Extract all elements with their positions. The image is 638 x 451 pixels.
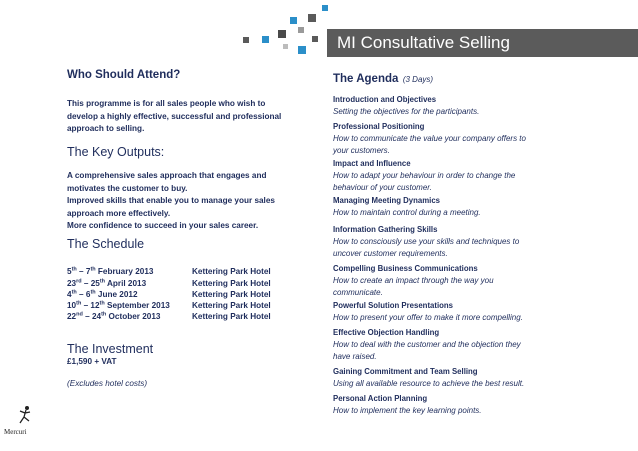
- outputs-line: approach more effectively.: [67, 208, 171, 218]
- who-heading: Who Should Attend?: [67, 69, 181, 81]
- square: [312, 36, 318, 42]
- outputs-line: Improved skills that enable you to manage your sales: [67, 196, 275, 205]
- agenda-item: [333, 393, 633, 417]
- agenda-item-desc: your customers.: [333, 146, 390, 155]
- agenda-item-desc: How to create an impact through the way you: [333, 276, 494, 285]
- agenda-item: [333, 366, 633, 390]
- agenda-item-desc: have raised.: [333, 352, 377, 361]
- investment-price: £1,590 + VAT: [67, 357, 117, 366]
- schedule-date: 10th – 12th September 2013: [67, 300, 170, 310]
- agenda-item-title: Gaining Commitment and Team Selling: [333, 367, 478, 376]
- agenda-item-title: Managing Meeting Dynamics: [333, 196, 441, 205]
- schedule-venue: Kettering Park Hotel: [192, 290, 271, 299]
- outputs-heading: The Key Outputs:: [67, 145, 165, 159]
- square: [308, 14, 316, 22]
- agenda-item-desc: communicate.: [333, 288, 383, 297]
- square: [298, 27, 304, 33]
- agenda-item-title: Compelling Business Communications: [333, 264, 478, 273]
- schedule-date: 5th – 7th February 2013: [67, 266, 154, 276]
- agenda-item-desc: How to present your offer to make it more compelling.: [333, 313, 523, 322]
- agenda-item: [333, 195, 633, 219]
- agenda-item: [333, 158, 633, 194]
- agenda-item-desc: How to implement the key learning points.: [333, 406, 482, 415]
- agenda-item: [333, 121, 633, 157]
- square: [243, 37, 249, 43]
- agenda-item-desc: Using all available resource to achieve the best result.: [333, 379, 525, 388]
- schedule-date: 4th – 6th June 2012: [67, 289, 138, 299]
- agenda-item-title: Effective Objection Handling: [333, 328, 440, 337]
- square: [322, 5, 328, 11]
- square: [298, 46, 306, 54]
- agenda-item-title: Personal Action Planning: [333, 394, 428, 403]
- schedule-venue: Kettering Park Hotel: [192, 267, 271, 276]
- agenda-item-desc: behaviour of your customer.: [333, 183, 432, 192]
- who-line: This programme is for all sales people who wish to: [67, 99, 266, 108]
- agenda-item-desc: Setting the objectives for the participants.: [333, 107, 480, 116]
- agenda-item-title: Impact and Influence: [333, 159, 411, 168]
- agenda-item: [333, 94, 633, 118]
- course-title: MI Consultative Selling: [337, 33, 510, 52]
- outputs-line: motivates the customer to buy.: [67, 183, 188, 193]
- agenda-item-desc: uncover customer requirements.: [333, 249, 448, 258]
- title-bar: [327, 29, 638, 57]
- outputs-line: A comprehensive sales approach that engages and: [67, 171, 267, 180]
- schedule-venue: Kettering Park Hotel: [192, 279, 271, 288]
- agenda-item-desc: How to consciously use your skills and techniques to: [333, 237, 520, 246]
- outputs-text: [67, 170, 275, 233]
- outputs-line: More confidence to succeed in your sales career.: [67, 221, 259, 230]
- agenda-item-title: Powerful Solution Presentations: [333, 301, 453, 310]
- agenda-duration: (3 Days): [402, 75, 434, 84]
- agenda-item: [333, 263, 633, 299]
- agenda-item-desc: How to deal with the customer and the objection they: [333, 340, 521, 349]
- mercuri-logo: [4, 405, 44, 445]
- square: [262, 36, 269, 43]
- agenda-item-desc: How to adapt your behaviour in order to change the: [333, 171, 516, 180]
- logo-text: Mercuri: [4, 428, 27, 436]
- who-text: [67, 98, 281, 136]
- square: [290, 17, 297, 24]
- agenda-item: [333, 224, 633, 260]
- investment-note: (Excludes hotel costs): [67, 379, 148, 388]
- agenda-item-desc: How to communicate the value your company offers to: [333, 134, 526, 143]
- schedule-date: 22nd – 24th October 2013: [67, 311, 161, 321]
- agenda-item-title: Professional Positioning: [333, 122, 425, 131]
- agenda-item: [333, 300, 633, 324]
- who-line: develop a highly effective, successful and professional: [67, 111, 282, 121]
- schedule-heading: The Schedule: [67, 237, 145, 251]
- agenda-title: The Agenda: [333, 73, 399, 85]
- agenda-item: [333, 327, 633, 363]
- schedule-date: 23rd – 25th April 2013: [67, 278, 147, 288]
- mercury-figure-icon: [4, 405, 44, 429]
- schedule-venue: Kettering Park Hotel: [192, 301, 271, 310]
- agenda-item-title: Information Gathering Skills: [333, 225, 438, 234]
- schedule-venue: Kettering Park Hotel: [192, 312, 271, 321]
- agenda-item-title: Introduction and Objectives: [333, 95, 437, 104]
- agenda-item-desc: How to maintain control during a meeting.: [333, 208, 481, 217]
- investment-heading: The Investment: [67, 342, 154, 356]
- square: [283, 44, 288, 49]
- agenda-heading: [333, 69, 433, 87]
- square: [278, 30, 286, 38]
- who-line: approach to selling.: [67, 124, 145, 133]
